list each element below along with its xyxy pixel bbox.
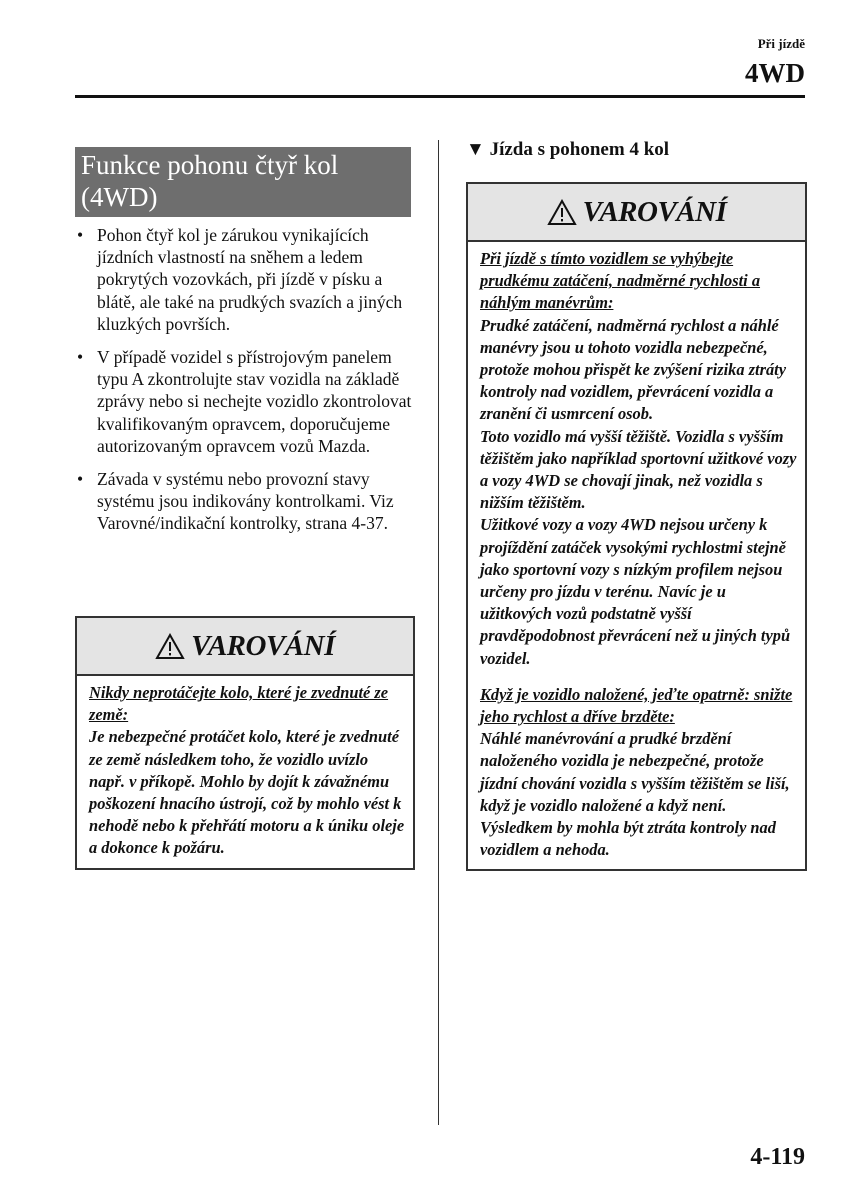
bullet-text: Pohon čtyř kol je zárukou vynikajících jízdních vlastností na sněhem a ledem pokrytých vozovkách, při jízdě v písku a blátě, ale také na prudkých svazích a jiných kluzkých površích.: [97, 225, 403, 334]
header-rule: [75, 95, 805, 98]
warning-lead: Nikdy neprotáčejte kolo, které je zvednuté ze země:: [89, 683, 389, 725]
warning-header: [77, 618, 413, 676]
bullet-item: [75, 346, 415, 457]
warning-box-right: [466, 182, 807, 871]
section-title: Funkce pohonu čtyř kol (4WD): [75, 147, 411, 217]
warning-box-left: [75, 616, 415, 870]
warning-label: VAROVÁNÍ: [582, 195, 727, 228]
bullet-text: V případě vozidel s přístrojovým panelem typu A zkontrolujte stav vozidla na základě zprávy nebo si nechejte vozidlo zkontrolovat kvalifikovaným opravcem, doporučujeme autorizovaným opravcem vozů Mazda.: [97, 347, 412, 456]
warning-text: Náhlé manévrování a prudké brzdění naloženého vozidla je nebezpečné, protože jízdní chování vozidla s vyšším těžištěm se liší, když je vozidlo naložené a když není. Výsledkem by mohla být ztráta kontroly nad vozidlem a nehoda.: [480, 729, 790, 860]
triangle-down-icon: ▼: [466, 139, 485, 160]
warning-triangle-icon: [155, 633, 185, 660]
subsection-title: [466, 139, 669, 161]
warning-text: Toto vozidlo má vyšší těžiště. Vozidla s vyšším těžištěm jako například sportovní užitkové vozy a vozy 4WD se chovají jinak, než vozidla s nižším těžištěm.: [480, 426, 797, 513]
warning-header: [468, 184, 805, 242]
warning-text: Prudké zatáčení, nadměrná rychlost a náhlé manévry jsou u tohoto vozidla nebezpečné, protože mohou přispět ke zvýšení rizika ztráty kontroly nad vozidlem, převrácení vozidla a zranění či usmrcení osob.: [480, 315, 786, 424]
warning-triangle-icon: [547, 199, 577, 226]
page-number: 4-119: [750, 1144, 805, 1170]
warning-body: [468, 242, 805, 869]
header-chapter: 4WD: [745, 58, 805, 88]
bullet-list: [75, 224, 415, 546]
bullet-text: Závada v systému nebo provozní stavy systému jsou indikovány kontrolkami. Viz Varovné/indikační kontrolky, strana 4-37.: [97, 469, 394, 534]
subsection-title-text: Jízda s pohonem 4 kol: [489, 139, 670, 160]
column-divider: [438, 140, 439, 1125]
paragraph-gap: [480, 670, 797, 684]
bullet-item: [75, 468, 415, 535]
bullet-dot-icon: •: [77, 225, 84, 245]
warning-text: Užitkové vozy a vozy 4WD nejsou určeny k projíždění zatáček vysokými rychlostmi stejně jako sportovní vozy s nízkým profilem nejsou určeny pro jízdu v terénu. Navíc je u užitkových vozů podstatně vyšší pravděpodobnost převrácení než u jiných typů vozidel.: [480, 515, 791, 668]
bullet-dot-icon: •: [77, 347, 84, 368]
warning-lead: Když je vozidlo naložené, jeďte opatrně: snižte jeho rychlost a dříve brzděte:: [480, 684, 793, 727]
bullet-dot-icon: •: [77, 469, 84, 490]
warning-lead: Při jízdě s tímto vozidlem se vyhýbejte prudkému zatáčení, nadměrné rychlosti a náhlým manévrům:: [480, 249, 761, 313]
warning-label: VAROVÁNÍ: [191, 629, 335, 662]
header-section: Při jízdě: [757, 36, 805, 51]
warning-text: Je nebezpečné protáčet kolo, které je zvednuté ze země následkem toho, že vozidlo uvízlo např. v příkopě. Mohlo by dojít k závažnému poškození hnacího ústrojí, což by mohlo vést k nehodě nebo k přehřátí motoru a k úniku oleje a dokonce k požáru.: [89, 727, 405, 858]
bullet-item: [75, 224, 415, 335]
warning-body: [77, 676, 413, 868]
